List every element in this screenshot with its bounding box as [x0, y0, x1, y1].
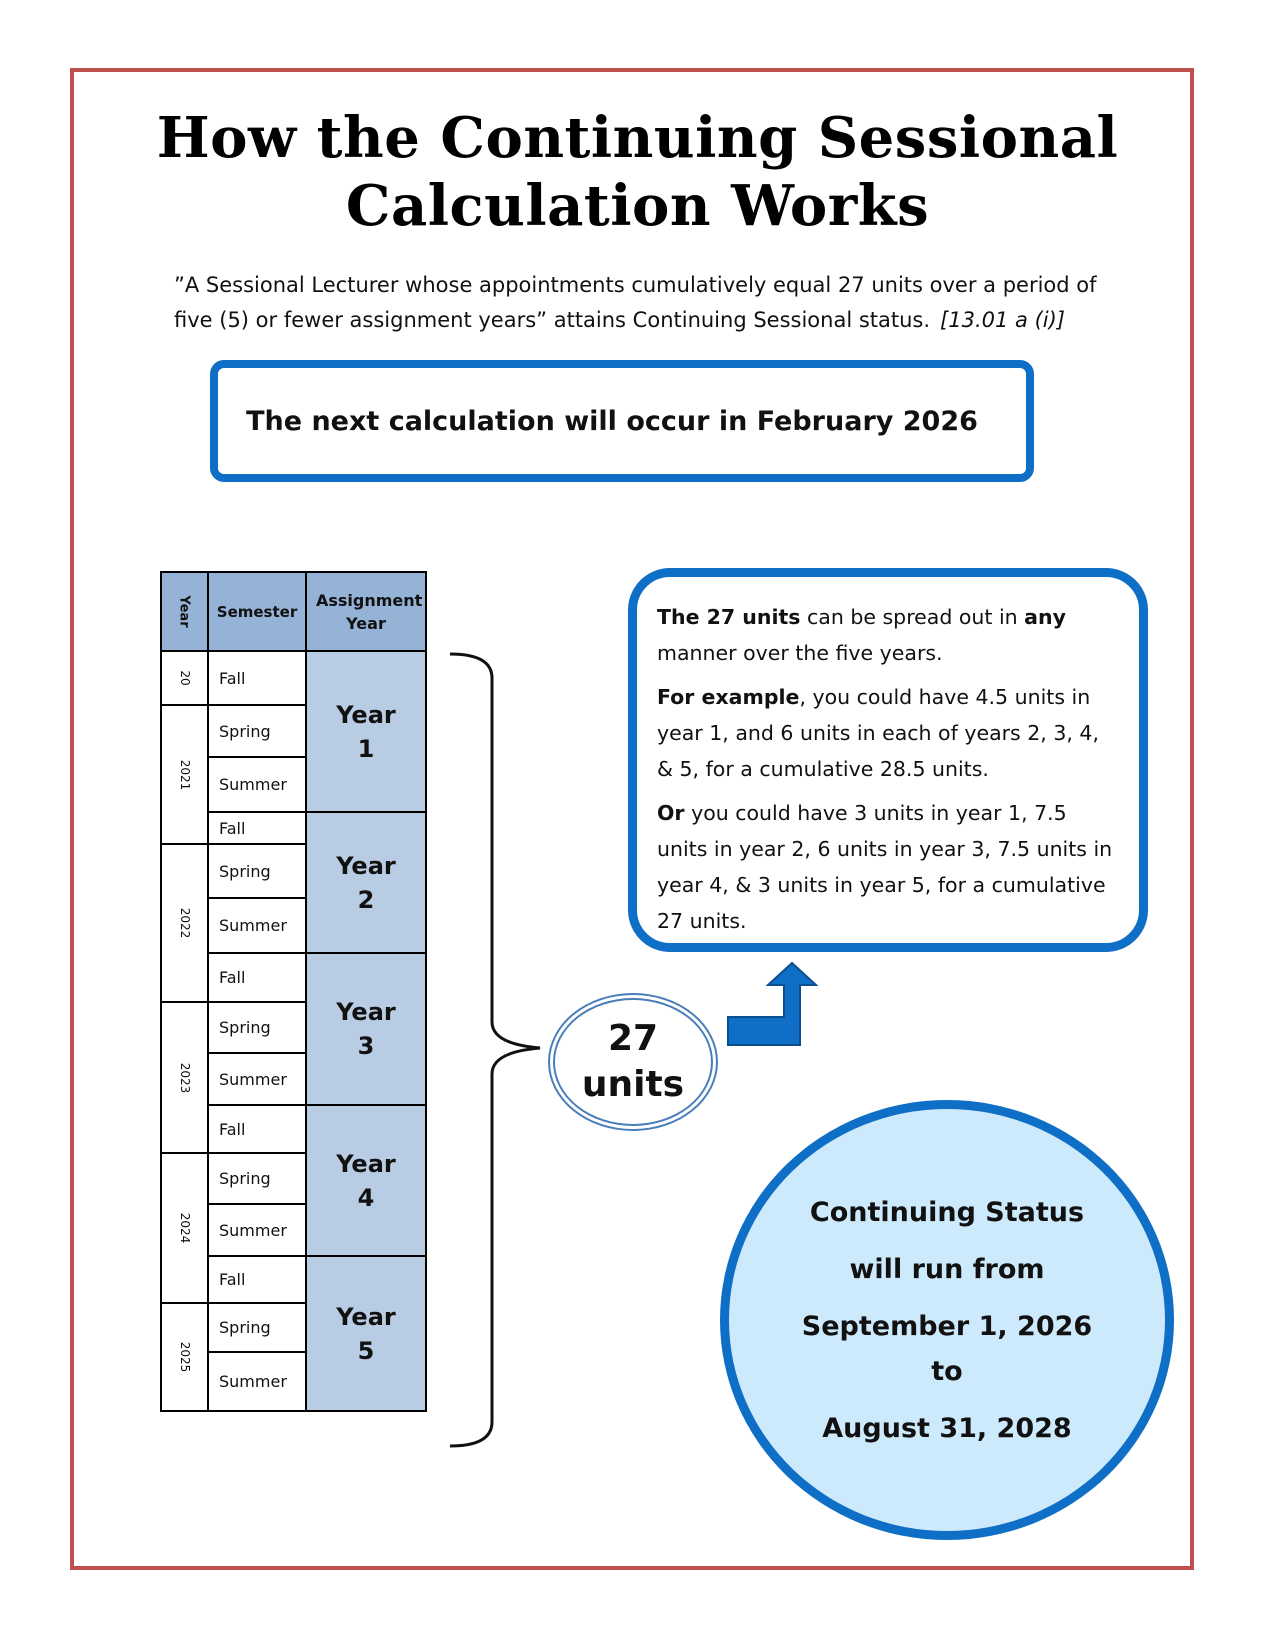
status-line-1: Continuing Status [809, 1196, 1085, 1228]
year-label: 2025 [177, 1341, 192, 1373]
semester-cell: Spring [207, 1152, 307, 1205]
explanation-bold: Or [657, 801, 685, 825]
units-number: 27 [607, 1018, 659, 1059]
assignment-year-cell [305, 1104, 427, 1257]
next-calculation-box [210, 360, 1034, 482]
explanation-paragraph-1 [657, 599, 1117, 671]
header-semester [207, 571, 307, 652]
semester-cell: Spring [207, 843, 307, 899]
explanation-text: manner over the five years. [657, 641, 943, 665]
semester-cell: Fall [207, 650, 307, 706]
brace-icon [448, 652, 548, 1452]
assignment-year-number: 5 [357, 1336, 375, 1365]
year-cell [160, 704, 209, 845]
assignment-year-word: Year [336, 851, 396, 880]
header-assignment-year-label: Assignment Year [316, 590, 423, 633]
semester-cell: Fall [207, 952, 307, 1003]
status-start-date: September 1, 2026 [801, 1310, 1093, 1342]
assignment-year-number: 4 [357, 1183, 375, 1212]
units-label: units [581, 1064, 685, 1105]
year-label: 2024 [177, 1212, 192, 1244]
next-calculation-text: The next calculation will occur in February 2026 [246, 405, 978, 437]
year-cell [160, 1302, 209, 1412]
explanation-text: , you could have 4.5 units in year 1, and 6 units in each of years 2, 3, 4, & 5, for a cumulative 28.5 units. [657, 685, 1099, 781]
semester-cell: Summer [207, 897, 307, 954]
status-line-to: to [931, 1355, 963, 1387]
year-cell [160, 1001, 209, 1154]
year-label: 2021 [177, 759, 192, 790]
semester-cell: Summer [207, 756, 307, 813]
explanation-box [628, 568, 1148, 952]
assignment-year-number: 3 [357, 1032, 375, 1060]
year-label: 2023 [177, 1062, 192, 1093]
semester-cell: Fall [207, 811, 307, 845]
assignment-year-word: Year [336, 998, 396, 1026]
units-badge [548, 993, 718, 1131]
continuing-status-circle [720, 1100, 1174, 1540]
year-label: 2022 [177, 907, 192, 939]
explanation-text: you could have 3 units in year 1, 7.5 units in year 2, 6 units in year 3, 7.5 units in year 4, & 3 units in year 5, for a cumulative 27 units. [657, 801, 1113, 933]
quote-text: ”A Sessional Lecturer whose appointments cumulatively equal 27 units over a period of five (5) or fewer assignment years” attains Continuing Sessional status. [174, 273, 1097, 332]
explanation-bold: The 27 units [657, 605, 801, 629]
year-label: 20 [177, 670, 192, 686]
semester-cell: Spring [207, 1001, 307, 1054]
header-assignment-year [305, 571, 427, 652]
year-cell [160, 650, 209, 706]
explanation-paragraph-2 [657, 679, 1117, 787]
explanation-bold: any [1024, 605, 1066, 629]
header-semester-label: Semester [216, 602, 298, 621]
assignment-year-word: Year [336, 1149, 396, 1178]
title-line-1: How the Continuing Sessional [156, 105, 1119, 171]
year-cell [160, 843, 209, 1003]
schedule-table [160, 571, 441, 1450]
semester-cell: Summer [207, 1351, 307, 1412]
semester-cell: Fall [207, 1104, 307, 1154]
explanation-bold: For example [657, 685, 800, 709]
explanation-text: can be spread out in [800, 605, 1025, 629]
semester-cell: Summer [207, 1052, 307, 1106]
title-line-2: Calculation Works [345, 173, 930, 239]
explanation-paragraph-3 [657, 795, 1117, 939]
assignment-year-word: Year [336, 700, 396, 729]
arrow-icon [724, 961, 834, 1061]
semester-cell: Spring [207, 704, 307, 758]
assignment-year-cell [305, 952, 427, 1106]
assignment-year-number: 1 [357, 734, 375, 763]
semester-cell: Spring [207, 1302, 307, 1353]
header-year [160, 571, 209, 652]
year-cell [160, 1152, 209, 1304]
status-end-date: August 31, 2028 [822, 1412, 1072, 1444]
header-year-label: Year [176, 595, 192, 628]
assignment-year-cell [305, 811, 427, 954]
assignment-year-number: 2 [357, 885, 375, 914]
semester-cell: Fall [207, 1255, 307, 1304]
assignment-year-cell [305, 1255, 427, 1412]
page-title [0, 104, 1275, 240]
status-line-2: will run from [849, 1253, 1045, 1285]
semester-cell: Summer [207, 1203, 307, 1257]
assignment-year-word: Year [336, 1302, 396, 1331]
policy-quote [174, 268, 1114, 338]
quote-citation: [13.01 a (i)] [940, 308, 1065, 332]
assignment-year-cell [305, 650, 427, 813]
